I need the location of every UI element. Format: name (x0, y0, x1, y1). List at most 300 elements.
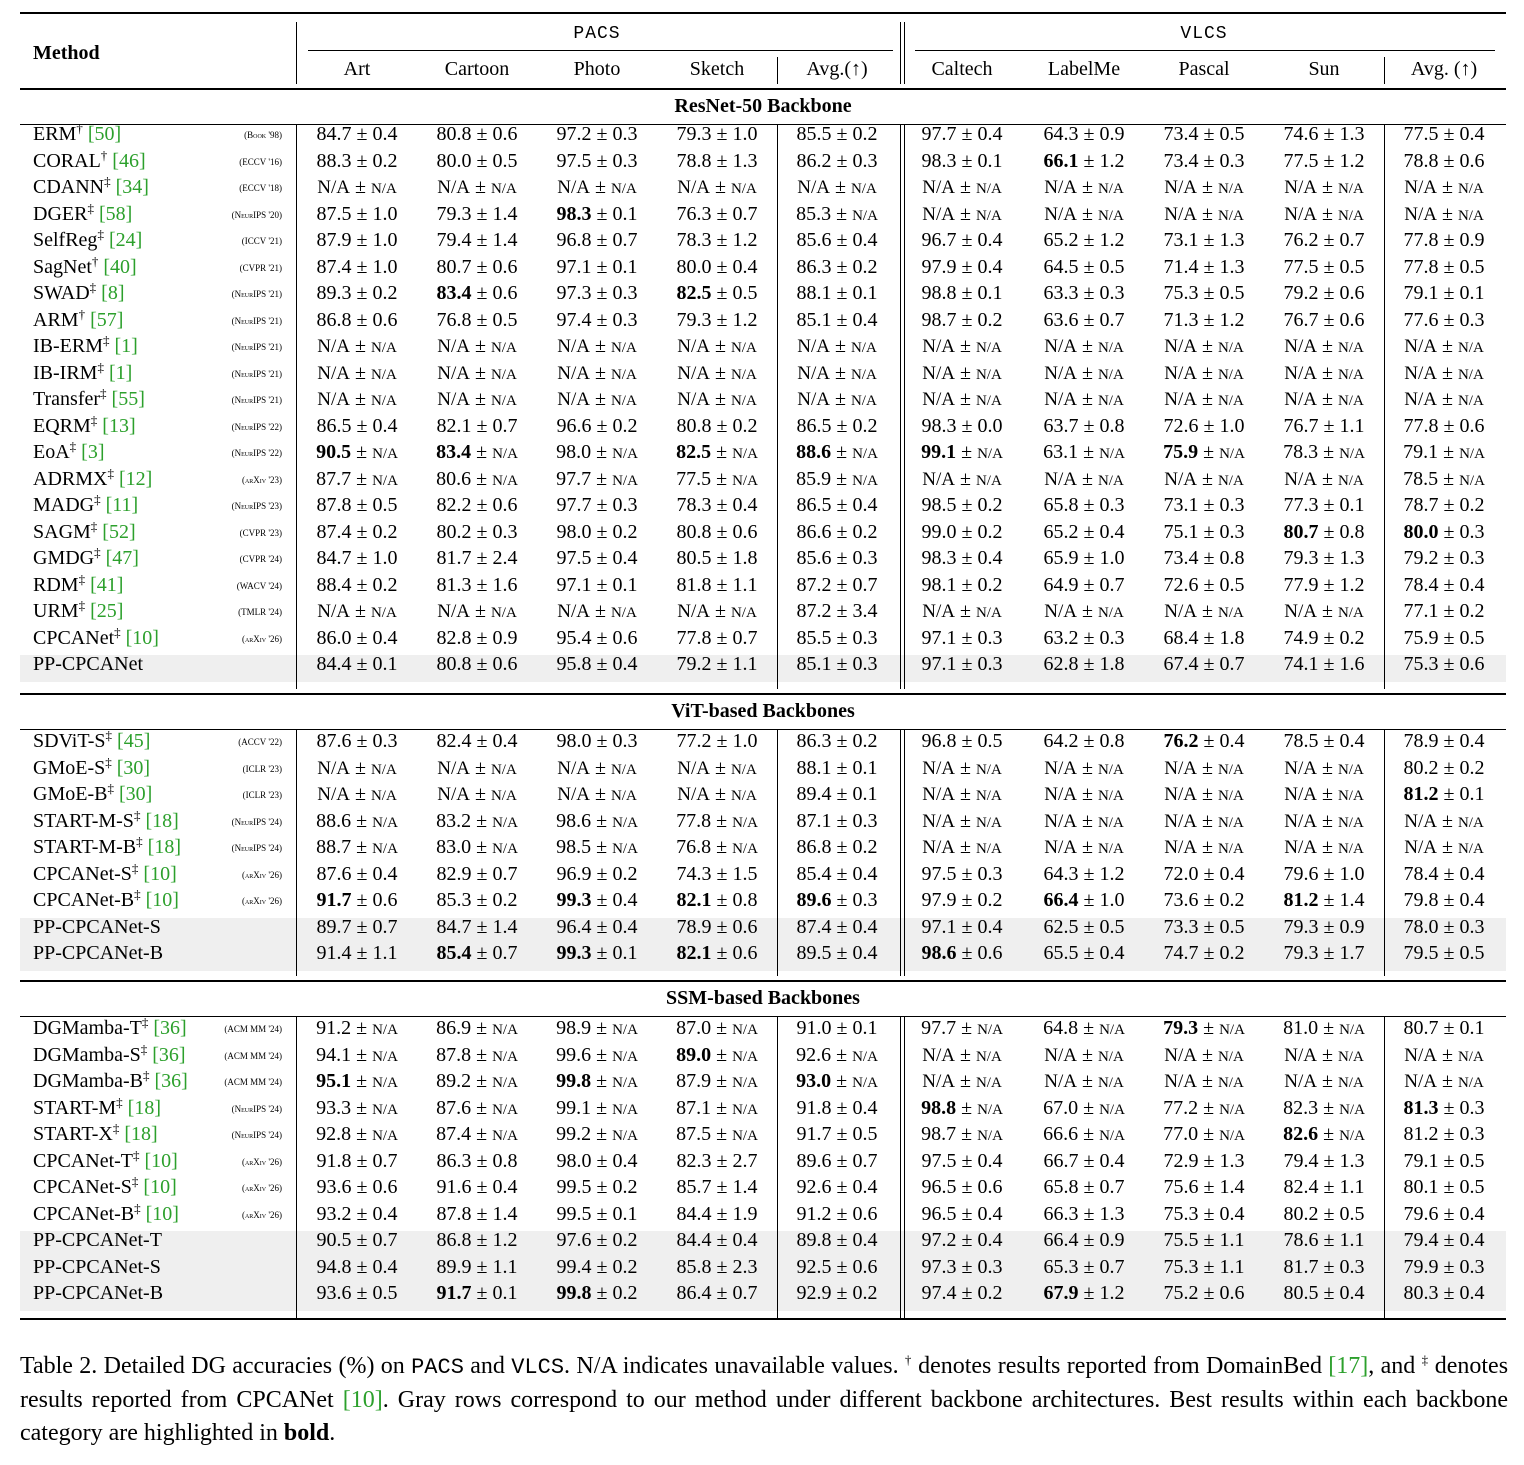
venue-label: (NeurIPS '21) (231, 315, 282, 326)
result-cell: 87.8 ± 0.5 (316, 494, 398, 516)
result-cell: 65.8 ± 0.3 (1043, 494, 1125, 516)
section-title: SSM-based Backbones (666, 987, 860, 1009)
venue-label: (NeurIPS '24) (231, 1103, 282, 1114)
result-cell: 64.8 ± N/A (1043, 1017, 1125, 1039)
citation-link[interactable]: [3] (76, 441, 105, 463)
result-cell: 76.8 ± 0.5 (436, 308, 518, 331)
result-cell: 97.5 ± 0.4 (921, 1149, 1003, 1172)
result-cell: 82.5 ± N/A (676, 441, 758, 463)
result-cell: 94.8 ± 0.4 (316, 1255, 398, 1278)
citation-link[interactable]: [47] (100, 547, 139, 569)
result-cell: N/A ± N/A (557, 783, 637, 805)
caption-text: denotes results reported from CPCANet (20, 1353, 1509, 1413)
result-cell: 91.0 ± 0.1 (796, 1017, 878, 1039)
venue-label: (ECCV '18) (239, 183, 282, 193)
source-mark: ‡ (69, 438, 77, 454)
result-cell: 80.5 ± 0.4 (1283, 1282, 1365, 1304)
caption-text: denotes results reported from DomainBed (918, 1353, 1322, 1379)
citation-link[interactable]: [40] (98, 255, 137, 278)
result-cell: 80.1 ± 0.5 (1403, 1176, 1485, 1198)
source-mark: ‡ (141, 1014, 149, 1030)
result-cell: 78.4 ± 0.4 (1403, 573, 1485, 596)
result-cell: N/A ± N/A (677, 783, 757, 805)
result-cell: 67.9 ± 1.2 (1043, 1282, 1125, 1304)
result-cell: 80.7 ± 0.6 (436, 255, 518, 278)
result-cell: 96.9 ± 0.2 (556, 862, 638, 885)
venue-label: (CVPR '23) (239, 527, 282, 538)
result-cell: 99.5 ± 0.1 (556, 1202, 638, 1225)
citation-link[interactable]: [10] (139, 1149, 178, 1172)
result-cell: 75.9 ± 0.5 (1403, 626, 1485, 649)
venue-label: (ACCV '22) (238, 737, 282, 747)
result-cell: 97.7 ± N/A (556, 467, 638, 490)
source-mark: † (76, 120, 83, 136)
result-cell: N/A ± N/A (1284, 1070, 1364, 1092)
result-cell: 73.1 ± 1.3 (1163, 229, 1245, 251)
result-cell: 98.8 ± 0.1 (921, 282, 1003, 304)
source-mark: ‡ (134, 1199, 141, 1215)
column-header: Pascal (1178, 58, 1230, 80)
result-cell: 78.9 ± 0.4 (1403, 730, 1485, 752)
result-cell: 79.2 ± 0.3 (1403, 547, 1485, 569)
result-cell: 87.4 ± 0.4 (796, 915, 878, 938)
source-mark: ‡ (87, 199, 94, 215)
result-cell: N/A ± N/A (1284, 467, 1364, 490)
section-rule (20, 980, 1506, 982)
source-mark: ‡ (131, 1173, 139, 1189)
result-cell: 81.2 ± 0.1 (1403, 783, 1485, 805)
venue-label: (TMLR '24) (238, 607, 282, 617)
result-cell: 76.8 ± N/A (676, 836, 758, 858)
result-cell: N/A ± N/A (677, 335, 757, 357)
citation-link[interactable]: [25] (85, 600, 124, 622)
citation-link[interactable]: [18] (122, 1096, 161, 1119)
result-cell: 98.0 ± 0.2 (556, 520, 638, 543)
result-cell: 97.7 ± 0.4 (921, 123, 1003, 145)
source-mark: ‡ (89, 279, 97, 295)
result-cell: 77.8 ± 0.9 (1403, 229, 1485, 251)
source-mark: ‡ (97, 358, 104, 374)
result-cell: 77.6 ± 0.3 (1403, 308, 1485, 331)
result-cell: 89.2 ± N/A (436, 1070, 518, 1092)
result-cell: 93.2 ± 0.4 (316, 1202, 398, 1225)
result-cell: 73.4 ± 0.3 (1163, 149, 1245, 172)
column-header: Caltech (931, 58, 993, 80)
result-cell: 93.6 ± 0.6 (316, 1176, 398, 1198)
result-cell: 65.3 ± 0.7 (1043, 1255, 1125, 1278)
result-cell: 77.8 ± N/A (676, 809, 758, 832)
result-cell: 87.9 ± 1.0 (316, 229, 398, 251)
result-cell: 79.3 ± 1.7 (1283, 942, 1365, 964)
method-name: DGMamba-S‡ [36] (33, 1040, 186, 1066)
result-cell: N/A ± N/A (1284, 836, 1364, 858)
caption-vlcs: VLCS (511, 1355, 565, 1380)
section-title: ResNet-50 Backbone (674, 95, 852, 117)
result-cell: 82.4 ± 1.1 (1283, 1176, 1365, 1198)
result-cell: 78.7 ± 0.2 (1403, 494, 1485, 516)
result-cell: 81.8 ± 1.1 (676, 573, 758, 596)
result-cell: 91.2 ± 0.6 (796, 1202, 878, 1225)
result-cell: 86.6 ± 0.2 (796, 520, 878, 543)
result-cell: 85.5 ± 0.2 (796, 123, 878, 145)
result-cell: 91.2 ± N/A (316, 1017, 398, 1039)
citation-link[interactable]: [18] (142, 836, 181, 858)
result-cell: 79.4 ± 1.4 (436, 229, 518, 251)
method-name: CPCANet-S‡ [10] (33, 859, 177, 885)
method-name: URM‡ [25] (33, 597, 124, 622)
result-cell: 98.3 ± 0.0 (921, 414, 1003, 437)
result-cell: N/A ± N/A (1044, 809, 1124, 832)
result-cell: N/A ± N/A (922, 809, 1002, 832)
column-header: Sun (1308, 58, 1340, 80)
source-mark: ‡ (133, 806, 141, 822)
result-cell: 93.3 ± N/A (316, 1096, 398, 1119)
result-cell: 89.4 ± 0.1 (796, 783, 878, 805)
result-cell: 91.7 ± 0.1 (436, 1282, 518, 1304)
result-cell: 98.6 ± N/A (556, 809, 638, 832)
result-cell: 79.8 ± 0.4 (1403, 889, 1485, 911)
result-cell: 80.2 ± 0.2 (1403, 756, 1485, 779)
caption-pacs: PACS (411, 1355, 464, 1380)
result-cell: N/A ± N/A (797, 388, 877, 410)
result-cell: 87.7 ± N/A (316, 467, 398, 490)
result-cell: N/A ± N/A (797, 361, 877, 384)
method-name: IB-ERM‡ [1] (33, 332, 138, 357)
result-cell: N/A ± N/A (437, 361, 517, 384)
result-cell: 95.4 ± 0.6 (556, 626, 638, 649)
result-cell: 84.7 ± 1.0 (316, 547, 398, 569)
result-cell: 76.7 ± 0.6 (1283, 308, 1365, 331)
result-cell: N/A ± N/A (437, 388, 517, 410)
result-cell: 77.5 ± N/A (676, 467, 758, 490)
result-cell: 87.4 ± 1.0 (316, 255, 398, 278)
citation-link[interactable]: [52] (97, 520, 136, 543)
result-cell: 89.5 ± 0.4 (796, 942, 878, 964)
result-cell: 99.1 ± N/A (921, 441, 1003, 463)
result-cell: N/A ± N/A (797, 335, 877, 357)
result-cell: N/A ± N/A (437, 176, 517, 198)
result-cell: 82.2 ± 0.6 (436, 494, 518, 516)
source-mark: ‡ (134, 886, 141, 902)
result-cell: 63.1 ± N/A (1043, 441, 1125, 463)
result-cell: N/A ± N/A (922, 1070, 1002, 1092)
result-cell: 74.1 ± 1.6 (1283, 653, 1365, 675)
source-mark: ‡ (103, 332, 110, 348)
result-cell: N/A ± N/A (1044, 202, 1124, 225)
result-cell: 88.1 ± 0.1 (796, 756, 878, 779)
result-cell: 76.7 ± 1.1 (1283, 414, 1365, 437)
citation-link[interactable]: [10] (138, 862, 177, 885)
method-name: CORAL† [46] (33, 146, 146, 172)
venue-label: (NeurIPS '21) (231, 395, 282, 405)
result-cell: 78.0 ± 0.3 (1403, 915, 1485, 938)
method-name: PP-CPCANet-T (33, 1229, 162, 1251)
citation-link[interactable]: [55] (106, 388, 145, 410)
result-cell: 77.8 ± 0.5 (1403, 255, 1485, 278)
result-cell: 66.3 ± 1.3 (1043, 1202, 1125, 1225)
result-cell: N/A ± N/A (1404, 1070, 1484, 1092)
result-cell: 82.3 ± 2.7 (676, 1149, 758, 1172)
citation-link[interactable]: [36] (148, 1017, 187, 1039)
result-cell: 97.1 ± 0.1 (556, 573, 638, 596)
citation-link[interactable]: [41] (85, 573, 124, 596)
result-cell: 81.3 ± 0.3 (1403, 1096, 1485, 1119)
result-cell: 72.9 ± 1.3 (1163, 1149, 1245, 1172)
result-cell: 80.3 ± 0.4 (1403, 1282, 1485, 1304)
caption-citation[interactable]: [17] (1328, 1353, 1369, 1379)
result-cell: 79.4 ± 1.3 (1283, 1149, 1365, 1172)
result-cell: 84.4 ± 0.4 (676, 1229, 758, 1251)
result-cell: N/A ± N/A (922, 202, 1002, 225)
result-cell: 97.4 ± 0.3 (556, 308, 638, 331)
citation-link[interactable]: [10] (138, 1176, 177, 1198)
result-cell: 75.3 ± 0.6 (1403, 653, 1485, 675)
result-cell: 98.3 ± 0.1 (921, 149, 1003, 172)
result-cell: 87.5 ± 1.0 (316, 202, 398, 225)
result-cell: N/A ± N/A (922, 176, 1002, 198)
result-cell: 83.4 ± N/A (436, 441, 518, 463)
result-cell: 98.8 ± N/A (921, 1096, 1003, 1119)
result-cell: 71.4 ± 1.3 (1163, 255, 1245, 278)
result-cell: 77.2 ± N/A (1163, 1096, 1245, 1119)
result-cell: 82.3 ± N/A (1283, 1096, 1365, 1119)
result-cell: 97.1 ± 0.3 (921, 626, 1003, 649)
venue-label: (NeurIPS '23) (231, 501, 282, 511)
result-cell: N/A ± N/A (317, 361, 397, 384)
result-cell: N/A ± N/A (1164, 600, 1244, 622)
result-cell: 87.9 ± N/A (676, 1070, 758, 1092)
result-cell: N/A ± N/A (1404, 1043, 1484, 1066)
result-cell: 91.6 ± 0.4 (436, 1176, 518, 1198)
result-cell: 90.5 ± 0.7 (316, 1229, 398, 1251)
citation-link[interactable]: [34] (110, 176, 149, 198)
caption-and: and (470, 1353, 505, 1379)
result-cell: N/A ± N/A (557, 361, 637, 384)
result-cell: 77.8 ± 0.6 (1403, 414, 1485, 437)
result-cell: 72.0 ± 0.4 (1163, 862, 1245, 885)
result-cell: 77.3 ± 0.1 (1283, 494, 1365, 516)
result-cell: N/A ± N/A (1404, 335, 1484, 357)
method-name: CDANN‡ [34] (33, 173, 149, 198)
result-cell: N/A ± N/A (1164, 335, 1244, 357)
source-mark: ‡ (104, 173, 111, 189)
venue-label: (NeurIPS '24) (231, 1130, 282, 1140)
citation-link[interactable]: [8] (96, 282, 125, 304)
result-cell: 82.4 ± 0.4 (436, 730, 518, 752)
result-cell: 97.9 ± 0.2 (921, 889, 1003, 911)
result-cell: N/A ± N/A (317, 176, 397, 198)
result-cell: 79.6 ± 0.4 (1403, 1202, 1485, 1225)
citation-link[interactable]: [50] (82, 123, 122, 145)
result-cell: 98.7 ± N/A (921, 1123, 1003, 1145)
result-cell: 84.4 ± 0.1 (316, 653, 398, 675)
method-name: START-M-S‡ [18] (33, 806, 179, 832)
method-name: GMoE-B‡ [30] (33, 780, 153, 805)
result-cell: 76.2 ± 0.4 (1163, 730, 1245, 752)
result-cell: 78.9 ± 0.6 (676, 915, 758, 938)
result-cell: N/A ± N/A (922, 335, 1002, 357)
citation-link[interactable]: [18] (140, 809, 179, 832)
group-underline (308, 50, 893, 51)
result-cell: 79.3 ± 1.2 (676, 308, 758, 331)
result-cell: 99.8 ± N/A (556, 1070, 638, 1092)
citation-link[interactable]: [10] (120, 626, 159, 649)
citation-link[interactable]: [36] (149, 1070, 188, 1092)
citation-link[interactable]: [18] (119, 1123, 158, 1145)
result-cell: N/A ± N/A (317, 783, 397, 805)
method-name: EoA‡ [3] (33, 438, 105, 463)
citation-link[interactable]: [36] (147, 1043, 186, 1066)
result-cell: 62.8 ± 1.8 (1043, 653, 1125, 675)
result-cell: 81.7 ± 2.4 (436, 547, 518, 569)
result-cell: 64.5 ± 0.5 (1043, 255, 1125, 278)
caption-text: Detailed DG accuracies (%) on (103, 1353, 405, 1379)
result-cell: 86.8 ± 0.6 (316, 308, 398, 331)
result-cell: 80.0 ± 0.4 (676, 255, 758, 278)
result-cell: 80.7 ± 0.1 (1403, 1017, 1485, 1039)
bottom-rule (20, 1318, 1506, 1320)
method-name: SDViT-S‡ [45] (33, 727, 151, 752)
result-cell: 82.1 ± 0.7 (436, 414, 518, 437)
result-cell: 85.3 ± 0.2 (436, 889, 518, 911)
result-cell: 97.5 ± 0.3 (921, 862, 1003, 885)
citation-link[interactable]: [10] (140, 889, 179, 911)
result-cell: 97.3 ± 0.3 (921, 1255, 1003, 1278)
result-cell: 75.1 ± 0.3 (1163, 520, 1245, 543)
result-cell: 78.6 ± 1.1 (1283, 1229, 1365, 1251)
source-mark: ‡ (131, 859, 139, 875)
result-cell: N/A ± N/A (677, 176, 757, 198)
source-mark: ‡ (114, 623, 121, 639)
citation-link[interactable]: [1] (103, 361, 133, 384)
result-cell: N/A ± N/A (1044, 361, 1124, 384)
result-cell: 79.1 ± 0.1 (1403, 282, 1485, 304)
result-cell: 98.9 ± N/A (556, 1017, 638, 1039)
source-mark: ‡ (107, 464, 114, 480)
result-cell: 98.1 ± 0.2 (921, 573, 1003, 596)
result-cell: N/A ± N/A (922, 1043, 1002, 1066)
result-cell: 92.6 ± 0.4 (796, 1176, 878, 1198)
venue-label: (arXiv '26) (241, 869, 282, 880)
result-cell: 99.6 ± N/A (556, 1043, 638, 1066)
result-cell: 77.9 ± 1.2 (1283, 573, 1365, 596)
citation-link[interactable]: [1] (109, 335, 138, 357)
caption-citation[interactable]: [10] (342, 1387, 383, 1413)
result-cell: N/A ± N/A (437, 600, 517, 622)
result-cell: 87.2 ± 0.7 (796, 573, 878, 596)
result-cell: 64.3 ± 0.9 (1043, 123, 1125, 145)
result-cell: N/A ± N/A (1164, 202, 1244, 225)
result-cell: N/A ± N/A (1404, 202, 1484, 225)
result-cell: 97.3 ± 0.3 (556, 282, 638, 304)
citation-link[interactable]: [12] (113, 467, 153, 490)
result-cell: 92.8 ± N/A (316, 1123, 398, 1145)
method-name: GMoE-S‡ [30] (33, 753, 151, 779)
citation-link[interactable]: [10] (140, 1202, 179, 1225)
citation-link[interactable]: [30] (113, 783, 153, 805)
result-cell: N/A ± N/A (922, 783, 1002, 805)
result-cell: 66.4 ± 1.0 (1043, 889, 1125, 911)
result-cell: 87.0 ± N/A (676, 1017, 758, 1039)
result-cell: 76.3 ± 0.7 (676, 202, 758, 225)
result-cell: 97.4 ± 0.2 (921, 1282, 1003, 1304)
result-cell: N/A ± N/A (317, 600, 397, 622)
citation-link[interactable]: [30] (111, 756, 151, 779)
result-cell: 65.9 ± 1.0 (1043, 547, 1125, 569)
result-cell: 89.6 ± 0.3 (796, 889, 878, 911)
result-cell: 91.8 ± 0.4 (796, 1096, 878, 1119)
result-cell: N/A ± N/A (677, 600, 757, 622)
result-cell: 97.1 ± 0.4 (921, 915, 1003, 938)
result-cell: N/A ± N/A (922, 361, 1002, 384)
section-rule (20, 693, 1506, 695)
citation-link[interactable]: [11] (100, 494, 139, 516)
result-cell: 86.0 ± 0.4 (316, 626, 398, 649)
method-name: CPCANet-S‡ [10] (33, 1173, 177, 1198)
result-cell: N/A ± N/A (317, 335, 397, 357)
result-cell: 80.8 ± 0.6 (436, 123, 518, 145)
result-cell: 74.6 ± 1.3 (1283, 123, 1365, 145)
citation-link[interactable]: [24] (103, 229, 143, 251)
method-name: Transfer‡ [55] (33, 385, 145, 410)
result-cell: N/A ± N/A (1164, 756, 1244, 779)
result-cell: 87.8 ± N/A (436, 1043, 518, 1066)
method-name: SagNet† [40] (33, 252, 137, 278)
venue-label: (arXiv '26) (241, 633, 282, 644)
result-cell: N/A ± N/A (1164, 388, 1244, 410)
result-cell: 64.3 ± 1.2 (1043, 862, 1125, 885)
result-cell: 94.1 ± N/A (316, 1043, 398, 1066)
result-cell: N/A ± N/A (922, 836, 1002, 858)
citation-link[interactable]: [45] (112, 730, 151, 752)
result-cell: 75.3 ± 0.5 (1163, 282, 1245, 304)
result-cell: 85.4 ± 0.7 (436, 942, 518, 964)
caption-label: Table 2. (20, 1353, 98, 1379)
result-cell: 79.6 ± 1.0 (1283, 862, 1365, 885)
result-cell: N/A ± N/A (677, 361, 757, 384)
source-mark: ‡ (140, 1040, 148, 1056)
result-cell: 88.4 ± 0.2 (316, 573, 398, 596)
citation-link[interactable]: [46] (107, 149, 146, 172)
avg-divider (1384, 57, 1385, 84)
venue-label: (ACM MM '24) (224, 1077, 282, 1087)
result-cell: N/A ± N/A (1164, 176, 1244, 198)
result-cell: N/A ± N/A (1284, 335, 1364, 357)
venue-label: (ECCV '16) (239, 156, 282, 167)
citation-link[interactable]: [13] (97, 414, 136, 437)
result-cell: N/A ± N/A (1404, 176, 1484, 198)
result-cell: 89.7 ± 0.7 (316, 915, 398, 938)
result-cell: 66.4 ± 0.9 (1043, 1229, 1125, 1251)
result-cell: 85.4 ± 0.4 (796, 862, 878, 885)
citation-link[interactable]: [58] (93, 202, 133, 225)
citation-link[interactable]: [57] (85, 308, 124, 331)
result-cell: 85.1 ± 0.4 (796, 308, 878, 331)
source-mark: ‡ (116, 1093, 123, 1109)
result-cell: 81.7 ± 0.3 (1283, 1255, 1365, 1278)
result-cell: N/A ± N/A (317, 388, 397, 410)
result-cell: 79.2 ± 1.1 (676, 653, 758, 675)
result-cell: N/A ± N/A (1284, 600, 1364, 622)
venue-label: (NeurIPS '21) (231, 289, 282, 299)
result-cell: 79.5 ± 0.5 (1403, 942, 1485, 964)
result-cell: 73.3 ± 0.5 (1163, 915, 1245, 938)
result-cell: 82.9 ± 0.7 (436, 862, 518, 885)
source-mark: ‡ (90, 411, 98, 427)
result-cell: N/A ± N/A (437, 335, 517, 357)
result-cell: 79.1 ± 0.5 (1403, 1149, 1485, 1172)
top-rule (20, 12, 1506, 14)
